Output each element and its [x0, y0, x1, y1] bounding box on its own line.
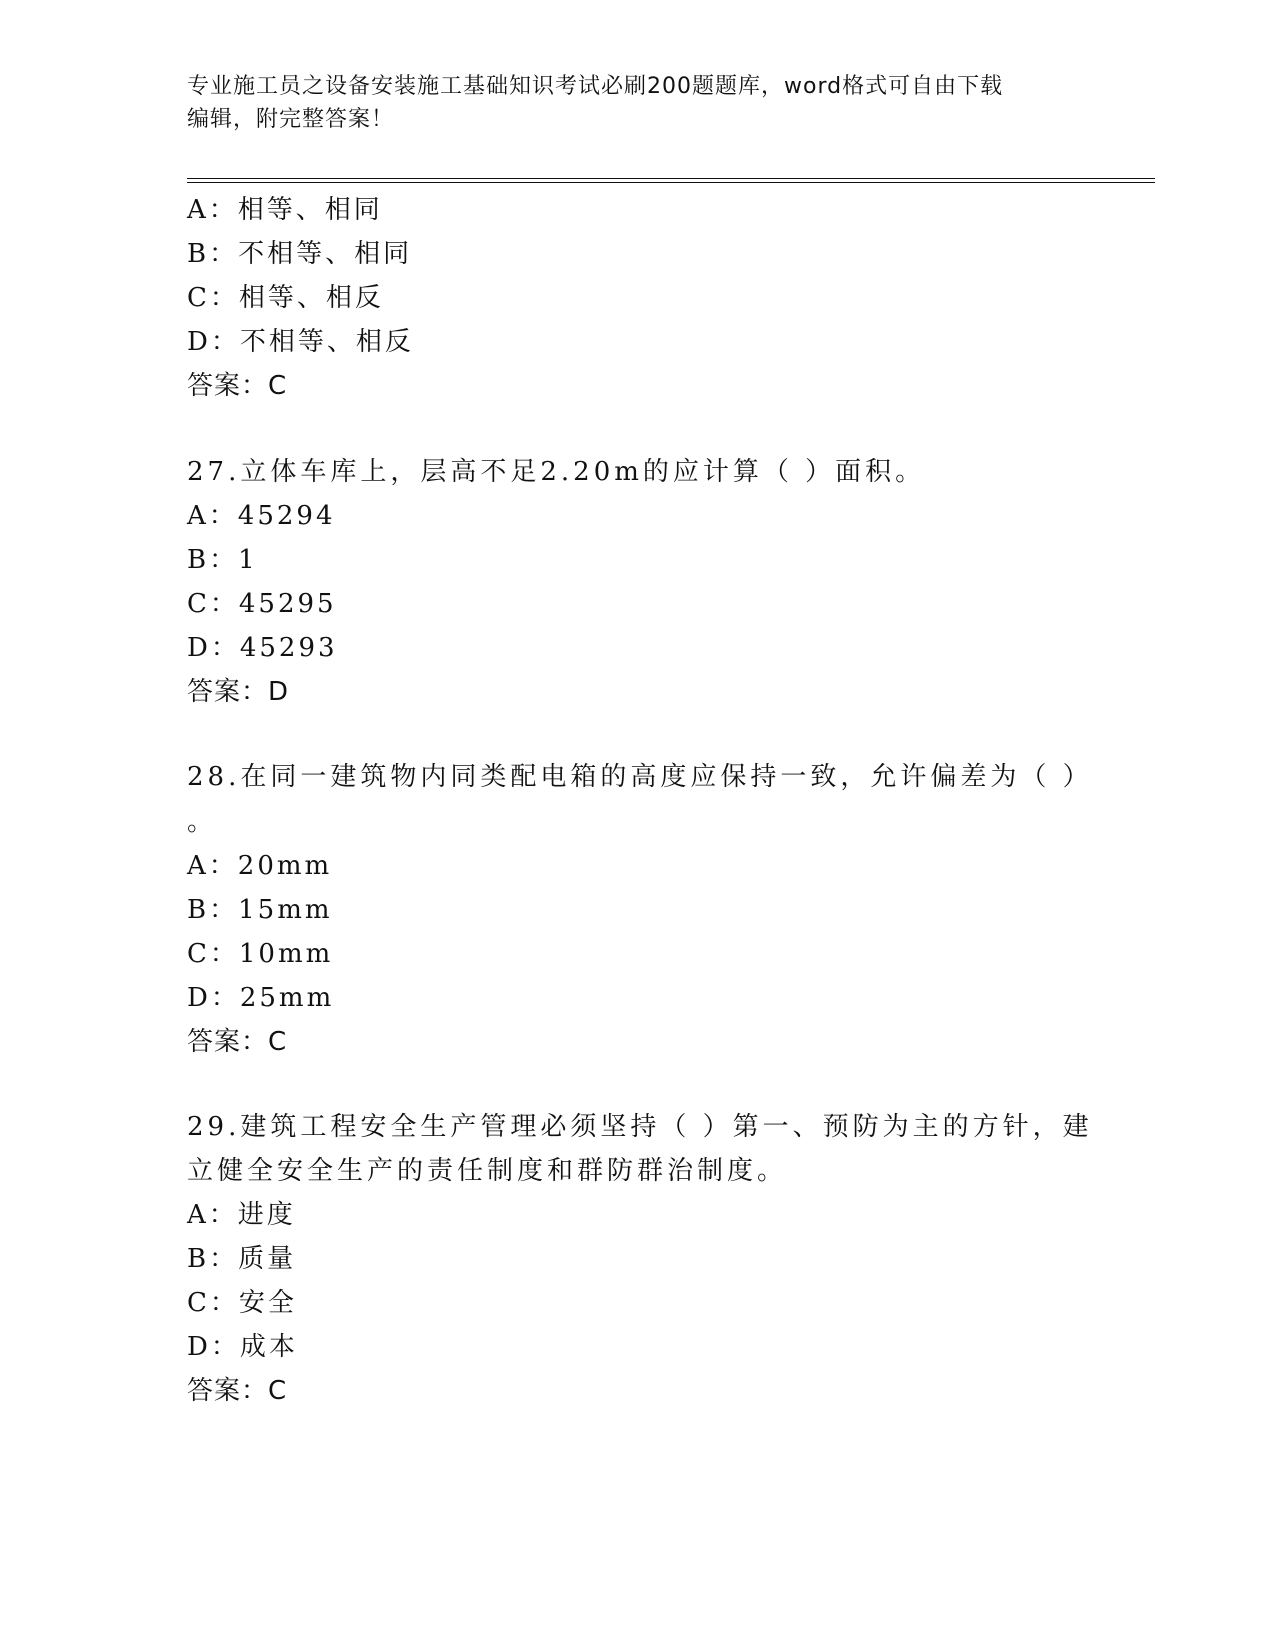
- q29-stem-line-1: 29.建筑工程安全生产管理必须坚持（ ）第一、预防为主的方针，建: [187, 1112, 1093, 1142]
- q29-option-c: C：安全: [187, 1288, 297, 1318]
- header-line-2: 编辑，附完整答案！: [187, 107, 395, 132]
- q27-option-d: D：45293: [187, 633, 338, 663]
- q28-option-a: A：20mm: [187, 851, 333, 881]
- q28-option-c: C：10mm: [187, 939, 334, 969]
- q27-option-c: C：45295: [187, 589, 337, 619]
- q27-option-b: B：1: [187, 545, 258, 575]
- header-divider-bottom: [187, 182, 1155, 183]
- q26-answer: 答案：C: [187, 371, 288, 401]
- q29-stem-line-2: 立健全安全生产的责任制度和群防群治制度。: [187, 1156, 788, 1186]
- q29-option-a: A：进度: [187, 1200, 296, 1230]
- q26-option-b: B：不相等、相同: [187, 239, 413, 269]
- q28-answer: 答案：C: [187, 1027, 288, 1057]
- q28-stem-line-2: 。: [187, 807, 217, 837]
- q27-option-a: A：45294: [187, 501, 336, 531]
- q29-option-d: D：成本: [187, 1332, 298, 1362]
- header-line-1: 专业施工员之设备安装施工基础知识考试必刷200题题库，word格式可自由下载: [187, 74, 1004, 99]
- q28-option-d: D：25mm: [187, 983, 335, 1013]
- q27-answer: 答案：D: [187, 677, 290, 707]
- q27-stem: 27.立体车库上，层高不足2.20m的应计算（ ）面积。: [187, 457, 926, 487]
- q26-option-a: A：相等、相同: [187, 195, 383, 225]
- q26-option-d: D：不相等、相反: [187, 327, 414, 357]
- q29-answer: 答案：C: [187, 1376, 288, 1406]
- q29-option-b: B：质量: [187, 1244, 297, 1274]
- header-divider-top: [187, 178, 1155, 179]
- q28-stem-line-1: 28.在同一建筑物内同类配电箱的高度应保持一致，允许偏差为（ ）: [187, 762, 1093, 792]
- q28-option-b: B：15mm: [187, 895, 333, 925]
- document-header: [187, 70, 1087, 136]
- q26-option-c: C：相等、相反: [187, 283, 384, 313]
